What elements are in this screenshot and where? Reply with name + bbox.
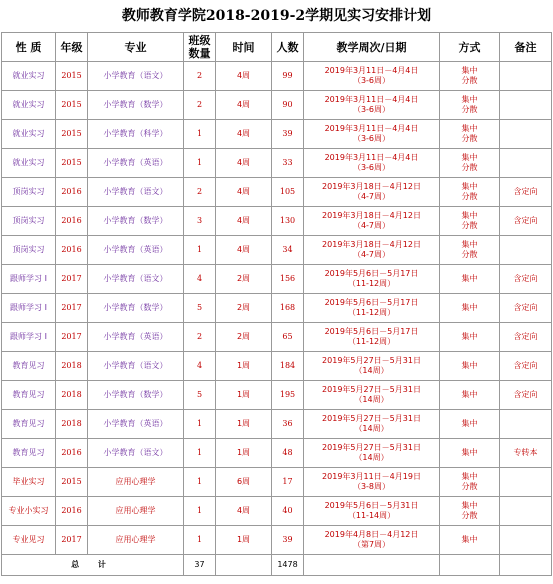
cell-date-line1: 2019年3月11日－4月4日 (324, 66, 419, 75)
cell-people: 36 (272, 410, 304, 439)
cell-date (304, 236, 440, 265)
cell-method (440, 381, 500, 410)
header-weeks: 教学周次/日期 (304, 33, 440, 62)
cell-note: 专转本 (500, 439, 552, 468)
cell-note: 含定向 (500, 323, 552, 352)
cell-nature: 跟师学习 I (2, 323, 56, 352)
cell-people: 39 (272, 526, 304, 555)
table-row (2, 439, 552, 468)
cell-grade: 2018 (56, 381, 88, 410)
totals-people: 1478 (272, 555, 304, 576)
cell-duration: 6周 (216, 468, 272, 497)
cell-classes: 3 (184, 207, 216, 236)
cell-major: 小学教育（语文） (88, 62, 184, 91)
cell-method-line1: 集中 (461, 240, 478, 249)
cell-people: 184 (272, 352, 304, 381)
cell-classes: 4 (184, 352, 216, 381)
cell-nature: 跟师学习 I (2, 265, 56, 294)
cell-major: 小学教育（数学） (88, 207, 184, 236)
table-row (2, 410, 552, 439)
cell-date-line2: （3-6周） (352, 105, 391, 114)
cell-method (440, 323, 500, 352)
cell-date (304, 468, 440, 497)
cell-duration: 4周 (216, 236, 272, 265)
cell-method-line1: 集中 (461, 390, 478, 399)
cell-nature: 就业实习 (2, 149, 56, 178)
cell-duration: 2周 (216, 323, 272, 352)
cell-grade: 2018 (56, 410, 88, 439)
cell-method-line1: 集中 (461, 332, 478, 341)
cell-duration: 4周 (216, 497, 272, 526)
cell-date (304, 526, 440, 555)
cell-method-line2: 分散 (461, 134, 478, 143)
cell-date-line2: （4-7周） (352, 250, 391, 259)
cell-grade: 2017 (56, 323, 88, 352)
table-body (2, 62, 552, 576)
cell-date-line1: 2019年5月27日－5月31日 (322, 356, 421, 365)
cell-method (440, 439, 500, 468)
cell-major: 小学教育（英语） (88, 323, 184, 352)
cell-method-line2: 分散 (461, 105, 478, 114)
cell-method-line1: 集中 (461, 274, 478, 283)
cell-date-line1: 2019年5月6日－5月17日 (324, 269, 419, 278)
cell-date (304, 149, 440, 178)
cell-date-line2: （14周） (354, 453, 389, 462)
totals-empty-2 (304, 555, 440, 576)
cell-date-line1: 2019年5月27日－5月31日 (322, 443, 421, 452)
cell-duration: 4周 (216, 62, 272, 91)
table-row (2, 207, 552, 236)
cell-date-line2: （11-14周） (347, 511, 396, 520)
cell-method (440, 62, 500, 91)
cell-method-line1: 集中 (461, 66, 478, 75)
cell-date-line1: 2019年5月6日－5月31日 (324, 501, 419, 510)
cell-method (440, 236, 500, 265)
header-grade: 年级 (56, 33, 88, 62)
cell-nature: 就业实习 (2, 120, 56, 149)
cell-note (500, 526, 552, 555)
cell-people: 156 (272, 265, 304, 294)
cell-classes: 4 (184, 265, 216, 294)
cell-grade: 2017 (56, 526, 88, 555)
schedule-table (1, 32, 552, 576)
cell-classes: 5 (184, 381, 216, 410)
cell-major: 小学教育（语文） (88, 178, 184, 207)
cell-classes: 1 (184, 120, 216, 149)
cell-grade: 2016 (56, 207, 88, 236)
cell-major: 应用心理学 (88, 526, 184, 555)
cell-nature: 教育见习 (2, 381, 56, 410)
cell-method-line2: 分散 (461, 192, 478, 201)
cell-grade: 2015 (56, 120, 88, 149)
header-method: 方式 (440, 33, 500, 62)
cell-classes: 1 (184, 439, 216, 468)
cell-date (304, 497, 440, 526)
cell-date (304, 120, 440, 149)
cell-grade: 2015 (56, 149, 88, 178)
totals-empty-4 (500, 555, 552, 576)
cell-note (500, 91, 552, 120)
cell-major: 小学教育（数学） (88, 381, 184, 410)
totals-label: 总 计 (2, 555, 184, 576)
cell-grade: 2016 (56, 178, 88, 207)
cell-classes: 1 (184, 410, 216, 439)
cell-major: 小学教育（英语） (88, 410, 184, 439)
table-row (2, 178, 552, 207)
cell-note (500, 120, 552, 149)
cell-method (440, 526, 500, 555)
cell-date (304, 178, 440, 207)
cell-grade: 2015 (56, 91, 88, 120)
cell-date (304, 410, 440, 439)
table-row (2, 265, 552, 294)
cell-nature: 顶岗实习 (2, 236, 56, 265)
table-row (2, 120, 552, 149)
cell-note: 含定向 (500, 265, 552, 294)
header-people: 人数 (272, 33, 304, 62)
cell-date-line1: 2019年3月11日－4月4日 (324, 124, 419, 133)
table-row (2, 381, 552, 410)
cell-nature: 顶岗实习 (2, 207, 56, 236)
cell-note: 含定向 (500, 207, 552, 236)
cell-date (304, 62, 440, 91)
cell-method-line2: 分散 (461, 482, 478, 491)
cell-date (304, 294, 440, 323)
cell-major: 小学教育（数学） (88, 294, 184, 323)
cell-date (304, 352, 440, 381)
table-header (2, 33, 552, 62)
cell-method-line2: 分散 (461, 250, 478, 259)
cell-date-line1: 2019年3月11日－4月4日 (324, 95, 419, 104)
cell-date-line1: 2019年3月18日－4月12日 (322, 211, 421, 220)
cell-major: 小学教育（语文） (88, 439, 184, 468)
cell-date-line1: 2019年5月27日－5月31日 (322, 414, 421, 423)
cell-nature: 顶岗实习 (2, 178, 56, 207)
cell-method (440, 178, 500, 207)
cell-grade: 2018 (56, 352, 88, 381)
cell-method (440, 497, 500, 526)
cell-method-line1: 集中 (461, 472, 478, 481)
cell-method-line1: 集中 (461, 211, 478, 220)
cell-method (440, 120, 500, 149)
cell-major: 小学教育（数学） (88, 91, 184, 120)
cell-grade: 2015 (56, 62, 88, 91)
table-row (2, 526, 552, 555)
cell-date-line2: （14周） (354, 424, 389, 433)
cell-people: 34 (272, 236, 304, 265)
table-row (2, 323, 552, 352)
cell-nature: 跟师学习 I (2, 294, 56, 323)
cell-date-line2: （11-12周） (347, 308, 396, 317)
cell-major: 小学教育（科学） (88, 120, 184, 149)
cell-classes: 1 (184, 149, 216, 178)
cell-nature: 就业实习 (2, 91, 56, 120)
cell-classes: 5 (184, 294, 216, 323)
cell-date-line2: （14周） (354, 366, 389, 375)
cell-method (440, 352, 500, 381)
cell-date-line2: （11-12周） (347, 279, 396, 288)
cell-date-line2: （3-8周） (352, 482, 391, 491)
page-title: 教师教育学院2018-2019-2学期见实习安排计划 (121, 8, 432, 24)
cell-date (304, 323, 440, 352)
cell-people: 39 (272, 120, 304, 149)
table-row (2, 236, 552, 265)
cell-date-line1: 2019年4月8日－4月12日 (324, 530, 419, 539)
cell-date-line1: 2019年3月11日－4月19日 (322, 472, 421, 481)
cell-major: 小学教育（英语） (88, 149, 184, 178)
cell-grade: 2016 (56, 236, 88, 265)
cell-people: 168 (272, 294, 304, 323)
cell-nature: 就业实习 (2, 62, 56, 91)
cell-classes: 2 (184, 323, 216, 352)
cell-note: 含定向 (500, 381, 552, 410)
table-row (2, 91, 552, 120)
cell-nature: 教育见习 (2, 352, 56, 381)
cell-major: 小学教育（语文） (88, 352, 184, 381)
cell-duration: 4周 (216, 149, 272, 178)
cell-classes: 2 (184, 62, 216, 91)
cell-duration: 4周 (216, 120, 272, 149)
cell-duration: 1周 (216, 381, 272, 410)
cell-note (500, 62, 552, 91)
header-nature: 性 质 (2, 33, 56, 62)
cell-method-line1: 集中 (461, 361, 478, 370)
cell-people: 40 (272, 497, 304, 526)
cell-major: 应用心理学 (88, 497, 184, 526)
cell-major: 小学教育（语文） (88, 265, 184, 294)
cell-nature: 教育见习 (2, 439, 56, 468)
cell-method (440, 468, 500, 497)
cell-method (440, 265, 500, 294)
cell-grade: 2017 (56, 294, 88, 323)
cell-method-line2: 分散 (461, 221, 478, 230)
cell-duration: 1周 (216, 352, 272, 381)
cell-date-line1: 2019年3月18日－4月12日 (322, 182, 421, 191)
table-row (2, 149, 552, 178)
cell-method-line1: 集中 (461, 153, 478, 162)
cell-people: 105 (272, 178, 304, 207)
cell-major: 小学教育（英语） (88, 236, 184, 265)
cell-nature: 毕业实习 (2, 468, 56, 497)
table-row (2, 468, 552, 497)
header-note: 备注 (500, 33, 552, 62)
cell-date (304, 207, 440, 236)
cell-people: 90 (272, 91, 304, 120)
totals-classes: 37 (184, 555, 216, 576)
cell-method-line1: 集中 (461, 535, 478, 544)
cell-date (304, 439, 440, 468)
cell-duration: 4周 (216, 207, 272, 236)
cell-method (440, 149, 500, 178)
table-row (2, 352, 552, 381)
header-class-count-line2: 数量 (188, 47, 211, 60)
totals-row (2, 555, 552, 576)
cell-method (440, 207, 500, 236)
cell-duration: 2周 (216, 265, 272, 294)
table-row (2, 62, 552, 91)
cell-duration: 1周 (216, 410, 272, 439)
cell-note: 含定向 (500, 294, 552, 323)
cell-method-line2: 分散 (461, 163, 478, 172)
cell-date-line1: 2019年3月18日－4月12日 (322, 240, 421, 249)
cell-date-line2: （14周） (354, 395, 389, 404)
cell-people: 33 (272, 149, 304, 178)
cell-classes: 1 (184, 468, 216, 497)
cell-date (304, 265, 440, 294)
cell-date-line1: 2019年5月6日－5月17日 (324, 298, 419, 307)
cell-method (440, 91, 500, 120)
cell-date-line2: （4-7周） (352, 192, 391, 201)
cell-duration: 2周 (216, 294, 272, 323)
cell-nature: 专业小实习 (2, 497, 56, 526)
cell-people: 195 (272, 381, 304, 410)
cell-classes: 1 (184, 526, 216, 555)
cell-date-line2: （3-6周） (352, 76, 391, 85)
cell-date-line2: （11-12周） (347, 337, 396, 346)
cell-duration: 4周 (216, 178, 272, 207)
cell-method-line2: 分散 (461, 76, 478, 85)
totals-empty-1 (216, 555, 272, 576)
cell-date-line1: 2019年5月6日－5月17日 (324, 327, 419, 336)
cell-grade: 2015 (56, 468, 88, 497)
header-major: 专业 (88, 33, 184, 62)
table-row (2, 497, 552, 526)
cell-grade: 2017 (56, 265, 88, 294)
cell-duration: 1周 (216, 526, 272, 555)
cell-method-line1: 集中 (461, 419, 478, 428)
cell-people: 48 (272, 439, 304, 468)
header-duration: 时间 (216, 33, 272, 62)
cell-note: 含定向 (500, 178, 552, 207)
cell-note: 含定向 (500, 352, 552, 381)
cell-nature: 专业见习 (2, 526, 56, 555)
cell-note (500, 468, 552, 497)
header-class-count-line1: 班级 (188, 34, 211, 47)
cell-method-line1: 集中 (461, 95, 478, 104)
cell-note (500, 149, 552, 178)
cell-people: 65 (272, 323, 304, 352)
cell-date (304, 381, 440, 410)
cell-method-line1: 集中 (461, 182, 478, 191)
cell-date-line2: （4-7周） (352, 221, 391, 230)
cell-method-line1: 集中 (461, 501, 478, 510)
cell-people: 130 (272, 207, 304, 236)
cell-duration: 1周 (216, 439, 272, 468)
cell-major: 应用心理学 (88, 468, 184, 497)
cell-method (440, 410, 500, 439)
cell-classes: 2 (184, 178, 216, 207)
cell-classes: 2 (184, 91, 216, 120)
cell-date-line2: （第7周） (352, 540, 391, 549)
cell-grade: 2016 (56, 439, 88, 468)
cell-method-line1: 集中 (461, 303, 478, 312)
cell-classes: 1 (184, 497, 216, 526)
cell-nature: 教育见习 (2, 410, 56, 439)
table-row (2, 294, 552, 323)
cell-method-line1: 集中 (461, 124, 478, 133)
cell-method-line2: 分散 (461, 511, 478, 520)
cell-method-line1: 集中 (461, 448, 478, 457)
cell-date-line1: 2019年3月11日－4月4日 (324, 153, 419, 162)
cell-people: 17 (272, 468, 304, 497)
cell-people: 99 (272, 62, 304, 91)
totals-empty-3 (440, 555, 500, 576)
cell-date-line2: （3-6周） (352, 163, 391, 172)
header-class-count (184, 33, 216, 62)
cell-grade: 2016 (56, 497, 88, 526)
cell-duration: 4周 (216, 91, 272, 120)
cell-date (304, 91, 440, 120)
cell-date-line1: 2019年5月27日－5月31日 (322, 385, 421, 394)
cell-classes: 1 (184, 236, 216, 265)
cell-note (500, 236, 552, 265)
cell-note (500, 410, 552, 439)
cell-method (440, 294, 500, 323)
cell-note (500, 497, 552, 526)
cell-date-line2: （3-6周） (352, 134, 391, 143)
